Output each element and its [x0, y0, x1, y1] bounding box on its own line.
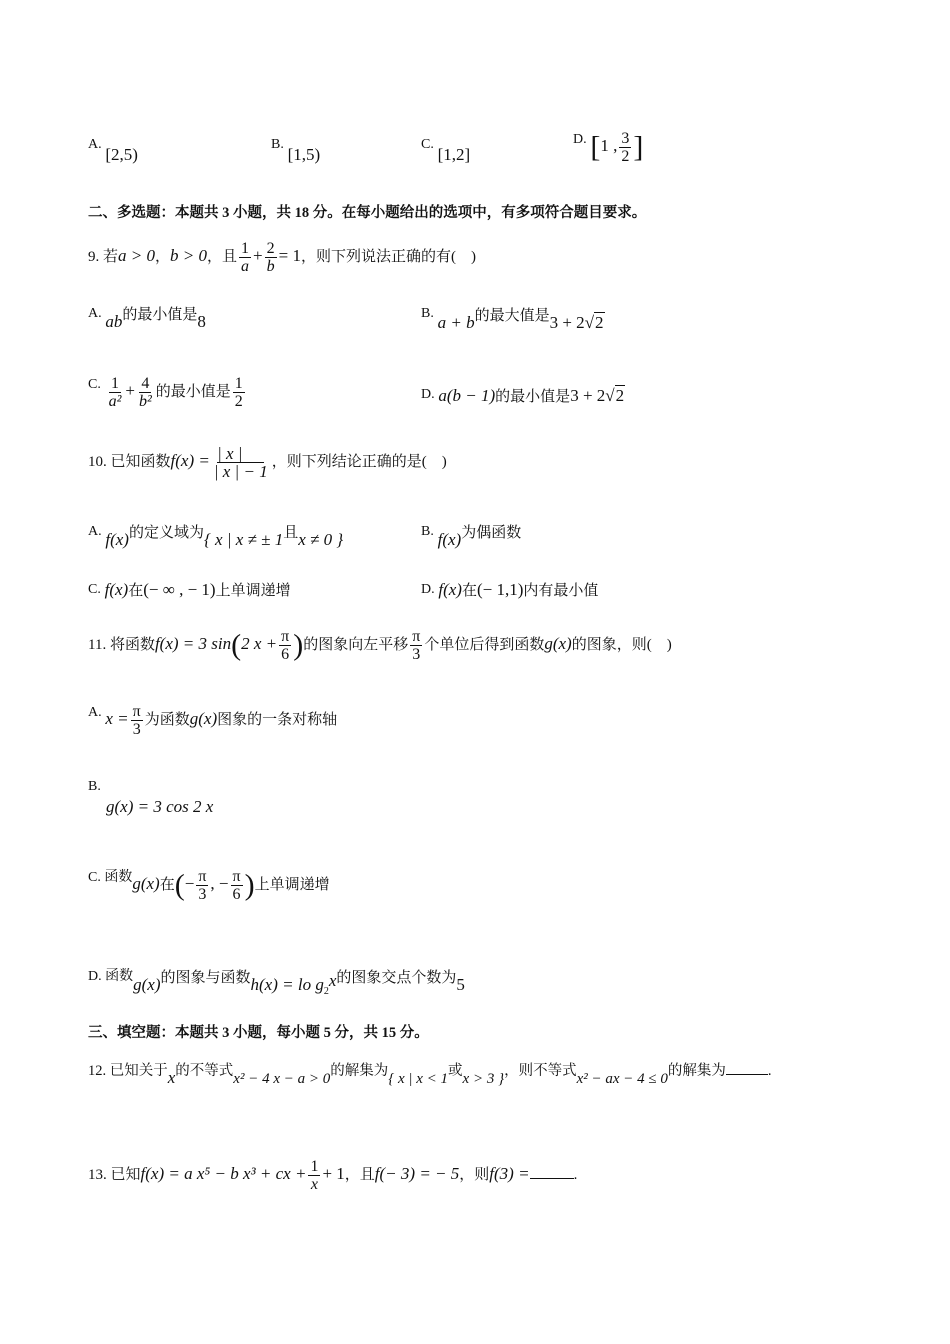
- sqrt-sign: √: [605, 386, 615, 405]
- condition: f(− 3) = − 5: [374, 1163, 460, 1183]
- q11-stem: [88, 628, 672, 663]
- q9-cond-b: b > 0: [170, 245, 207, 265]
- q11-option-b: [88, 777, 213, 818]
- q13-stem: [88, 1158, 577, 1193]
- q9-sep: ，: [155, 248, 171, 265]
- q13-number: 13. 已知: [88, 1166, 141, 1183]
- option-label: B.: [88, 779, 101, 794]
- frac-den: 2: [621, 148, 630, 165]
- option-text: 在: [159, 876, 175, 893]
- set-notation: x > 3 }: [462, 1071, 505, 1087]
- math-expr: x =: [105, 708, 129, 728]
- fraction: [279, 628, 291, 663]
- option-math: a + b: [437, 313, 475, 332]
- option-math: f(x): [438, 580, 462, 599]
- q9-cond-a: a > 0: [118, 245, 155, 265]
- option-math: [2,5): [105, 145, 138, 164]
- option-label: C. 函数: [88, 870, 133, 885]
- frac-den: 6: [281, 646, 290, 663]
- q11-number: 11. 将函数: [88, 636, 155, 653]
- frac-num: π: [132, 703, 141, 720]
- fraction: [107, 375, 124, 410]
- frac-num: 1: [234, 375, 243, 392]
- option-value: 8: [197, 312, 206, 331]
- q12-text: 的不等式: [175, 1063, 234, 1079]
- q13-text: ，且: [344, 1166, 375, 1183]
- q12-text: 的解集为: [667, 1063, 726, 1079]
- option-label: C.: [421, 137, 434, 152]
- set-notation: { x | x < 1: [388, 1071, 449, 1087]
- q9-option-a: [88, 304, 206, 331]
- option-label: C.: [88, 582, 101, 597]
- left-paren: (: [174, 868, 185, 902]
- option-label: A.: [88, 137, 102, 152]
- q10-option-a: [88, 522, 344, 549]
- frac-den: 3: [412, 646, 421, 663]
- q9-tail: ，则下列说法正确的有( ): [300, 248, 476, 265]
- frac-den: b²: [138, 393, 152, 410]
- function-name: g(x): [132, 873, 160, 893]
- function-name: g(x): [133, 975, 161, 994]
- frac-den: 2: [234, 393, 243, 410]
- answer-blank[interactable]: [726, 1060, 768, 1075]
- option-value: 3 + 2: [570, 386, 606, 405]
- function-def: h(x) = lo g: [250, 975, 324, 994]
- option-math: g(x) = 3 cos 2 x: [106, 797, 214, 816]
- option-label: A.: [88, 306, 102, 321]
- option-text: 为函数: [144, 711, 190, 728]
- interval: (− 1,1): [476, 580, 524, 599]
- fraction: [265, 240, 277, 275]
- q9-option-c: [88, 375, 247, 410]
- option-math: f(x): [437, 530, 462, 549]
- q10-option-d: [421, 580, 598, 601]
- frac-den: x: [310, 1176, 318, 1193]
- option-text: 在: [461, 583, 477, 599]
- minus-sign: −: [184, 873, 195, 893]
- set-notation: { x | x ≠ ± 1: [203, 530, 284, 549]
- q12-number: 12. 已知关于: [88, 1063, 168, 1079]
- inequality: x² − 4 x − a > 0: [233, 1071, 331, 1087]
- option-label: D.: [573, 132, 587, 147]
- period: .: [767, 1063, 772, 1079]
- frac-num: 1: [310, 1158, 319, 1175]
- frac-num: 4: [141, 375, 150, 392]
- function-def: f(x) = a x⁵ − b x³ + cx +: [140, 1163, 307, 1183]
- option-text: 的最小值是: [155, 383, 231, 400]
- right-bracket: ]: [633, 130, 644, 164]
- function-def: f(x) =: [170, 450, 210, 470]
- q9-stem: [88, 240, 476, 275]
- q11-option-c: [88, 868, 330, 903]
- option-value: 3 + 2: [549, 313, 585, 332]
- log-base: 2: [323, 986, 329, 997]
- q10-option-c: [88, 580, 291, 601]
- math-expr: f(3) =: [489, 1163, 530, 1183]
- option-math: f(x): [104, 580, 129, 599]
- option-label: D. 函数: [88, 969, 134, 984]
- fraction: [231, 868, 243, 903]
- option-text: 的图象与函数: [160, 970, 251, 986]
- option-text: 的最小值是: [495, 389, 571, 405]
- period: .: [573, 1166, 578, 1183]
- fraction: [131, 703, 143, 738]
- math-expr: 2 x +: [241, 633, 278, 653]
- section-3-heading: 三、填空题：本题共 3 小题，每小题 5 分，共 15 分。: [88, 1025, 429, 1041]
- frac-num: π: [232, 868, 241, 885]
- q9-option-b: [421, 304, 605, 332]
- q8-option-a: [88, 135, 138, 164]
- frac-num: π: [281, 628, 290, 645]
- interval: (− ∞ , − 1): [143, 580, 216, 599]
- fraction: [212, 445, 270, 480]
- left-paren: (: [231, 628, 242, 662]
- option-math: a(b − 1): [438, 386, 496, 405]
- option-text: 的最大值是: [474, 308, 550, 324]
- function-def: f(x) = 3 sin: [154, 633, 232, 653]
- comma-minus: , −: [210, 873, 229, 893]
- function-name: g(x): [189, 708, 218, 728]
- option-text: 且: [283, 525, 299, 541]
- sqrt-sign: √: [584, 313, 595, 332]
- q10-number: 10. 已知函数: [88, 453, 171, 470]
- q11-option-a: [88, 703, 337, 738]
- q8-option-d: [573, 130, 643, 165]
- equals: = 1: [278, 245, 301, 265]
- answer-blank[interactable]: [530, 1164, 574, 1179]
- fraction: [410, 628, 422, 663]
- frac-den: a²: [108, 393, 122, 410]
- option-text: 在: [128, 583, 144, 599]
- option-math: 1 ,: [600, 135, 618, 155]
- q8-option-c: [421, 135, 471, 164]
- q11-text: 个单位后得到函数: [424, 636, 545, 653]
- option-label: D.: [421, 582, 435, 597]
- option-value: 5: [456, 975, 465, 994]
- frac-num: 3: [621, 130, 630, 147]
- option-text: 的图象交点个数为: [336, 970, 457, 986]
- fraction: [233, 375, 245, 410]
- section-2-heading: 二、多选题：本题共 3 小题，共 18 分。在每小题给出的选项中，有多项符合题目要求。: [88, 205, 647, 221]
- q11-text: 的图象向左平移: [303, 636, 409, 653]
- q10-stem: [88, 445, 447, 480]
- q12-stem: [88, 1060, 772, 1087]
- option-text: 的最小值是: [122, 307, 198, 323]
- sqrt-radicand: 2: [595, 313, 604, 332]
- q9-sep: ，且: [207, 248, 238, 265]
- frac-num: π: [412, 628, 421, 645]
- right-paren: ): [244, 868, 255, 902]
- q8-option-b: [271, 135, 321, 164]
- option-math: f(x): [105, 530, 129, 549]
- option-math: ab: [105, 312, 123, 331]
- frac-den: 3: [132, 721, 141, 738]
- q11-option-d: [88, 967, 465, 997]
- frac-num: π: [198, 868, 207, 885]
- option-label: C.: [88, 377, 101, 392]
- option-label: B.: [271, 137, 284, 152]
- frac-num: | x |: [217, 445, 264, 463]
- option-math: [1,5): [287, 145, 321, 164]
- option-text: 内有最小值: [523, 583, 599, 599]
- option-label: A.: [88, 705, 102, 720]
- option-label: B.: [421, 306, 434, 321]
- frac-den: | x | − 1: [213, 462, 268, 481]
- q12-text: 的解集为: [330, 1063, 389, 1079]
- q10-tail: ，则下列结论正确的是( ): [271, 453, 447, 470]
- math-var: x: [328, 971, 337, 990]
- option-math: [1,2]: [437, 145, 471, 164]
- q13-text: ，则: [459, 1166, 490, 1183]
- frac-den: a: [241, 258, 250, 275]
- fraction: [619, 130, 631, 165]
- fraction: [137, 375, 154, 410]
- frac-num: 2: [266, 240, 275, 257]
- option-text: 图象的一条对称轴: [217, 711, 338, 728]
- right-paren: ): [293, 628, 304, 662]
- option-label: D.: [421, 387, 435, 402]
- frac-num: 1: [110, 375, 119, 392]
- q12-text: 或: [448, 1063, 463, 1079]
- inequality: x² − ax − 4 ≤ 0: [576, 1071, 668, 1087]
- function-name: g(x): [544, 633, 572, 653]
- q11-tail: 的图象，则( ): [571, 636, 672, 653]
- q9-number: 9. 若: [88, 248, 119, 265]
- option-label: A.: [88, 524, 102, 539]
- option-text: 上单调递增: [254, 876, 330, 893]
- plus-sign: +: [125, 380, 135, 400]
- q9-option-d: [421, 385, 625, 407]
- option-text: 的定义域为: [128, 525, 204, 541]
- plus-sign: +: [253, 245, 263, 265]
- fraction: [308, 1158, 320, 1193]
- option-text: 为偶函数: [461, 525, 522, 541]
- frac-den: b: [266, 258, 275, 275]
- frac-den: 6: [232, 886, 241, 903]
- math-expr: + 1: [322, 1163, 345, 1183]
- q10-option-b: [421, 522, 522, 549]
- set-notation: x ≠ 0 }: [298, 530, 344, 549]
- left-bracket: [: [590, 130, 601, 164]
- frac-den: 3: [198, 886, 207, 903]
- q12-text: ，则不等式: [504, 1063, 577, 1079]
- option-label: B.: [421, 524, 434, 539]
- option-text: 上单调递增: [215, 583, 291, 599]
- fraction: [239, 240, 251, 275]
- fraction: [196, 868, 208, 903]
- sqrt-radicand: 2: [615, 386, 625, 405]
- math-var: x: [167, 1068, 176, 1087]
- frac-num: 1: [241, 240, 250, 257]
